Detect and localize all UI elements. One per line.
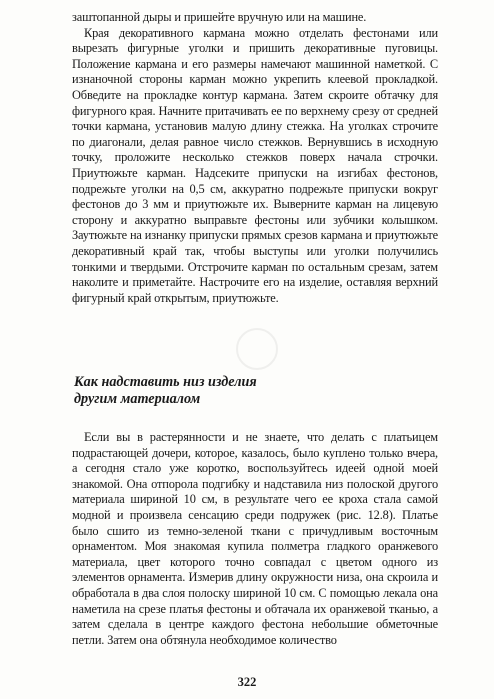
page-number: 322 — [237, 675, 257, 689]
paragraph: заштопанной дыры и пришейте вручную или на машине. — [72, 10, 367, 24]
text-block-bottom — [72, 430, 438, 648]
text-block-top — [72, 10, 438, 306]
paragraph: Если вы в растерянности и не знаете, что делать с платьицем подрастающей дочери, которое, казалось, было куплено только вчера, а сегодня стало уже коротко, воспользуйтесь идеей одной моей знакомой. Она отпорола подгибку и надставила низ полоской другого материала шириной 10 см, в результате чего ее кроха стала самой модной и произвела сенсацию среди подружек (рис. 12.8). Платье было сшито из темно-зеленой ткани с причудливым восточным орнаментом. Моя знакомая купила полметра гладкого оранжевого материала, цвет которого точно совпадал с цветом одного из элементов орнамента. Измерив длину окружности низа, она скроила и обработала в два слоя полоску шириной 10 см. С помощью лекала она наметила на срезе платья фестоны и обтачала их оранжевой тканью, а затем сделала в центре каждого фестона небольшие обметочные петли. Затем она обтянула необходимое количество — [72, 430, 438, 647]
section-heading — [74, 374, 374, 407]
section-heading-line: другим материалом — [74, 390, 201, 407]
paragraph: Края декоративного кармана можно отделать фестонами или вырезать фигурные уголки и пришить декоративные пуговицы. Положение кармана и его размеры намечают машинной наметкой. С изнаночной стороны карман можно укрепить клеевой прокладкой. Обведите на прокладке контур кармана. Затем скроите обтачку для фигурного края. Начните притачивать ее по верхнему срезу от средней точки кармана, установив малую длину стежка. На уголках строчите по диагонали, делая равное число стежков. Вернувшись в исходную точку, проложите несколько стежков поверх начала строчки. Приутюжьте карман. Надсеките припуски на изгибах фестонов, подрежьте уголки на 0,5 см, аккуратно подрежьте припуски вокруг фестонов до 3 мм и приутюжьте их. Выверните карман на лицевую сторону и аккуратно выправьте фестоны или зубчики колышком. Заутюжьте на изнанку припуски прямых срезов кармана и приутюжьте декоративный край так, чтобы выступы или уголки получились тонкими и твердыми. Отстрочите карман по остальным срезам, затем наколите и приметайте. Настрочите его на изделие, оставляя верхний фигурный край открытым, приутюжьте. — [72, 25, 438, 305]
section-heading-line: Как надставить низ изделия — [74, 374, 257, 390]
watermark-icon — [232, 324, 282, 374]
